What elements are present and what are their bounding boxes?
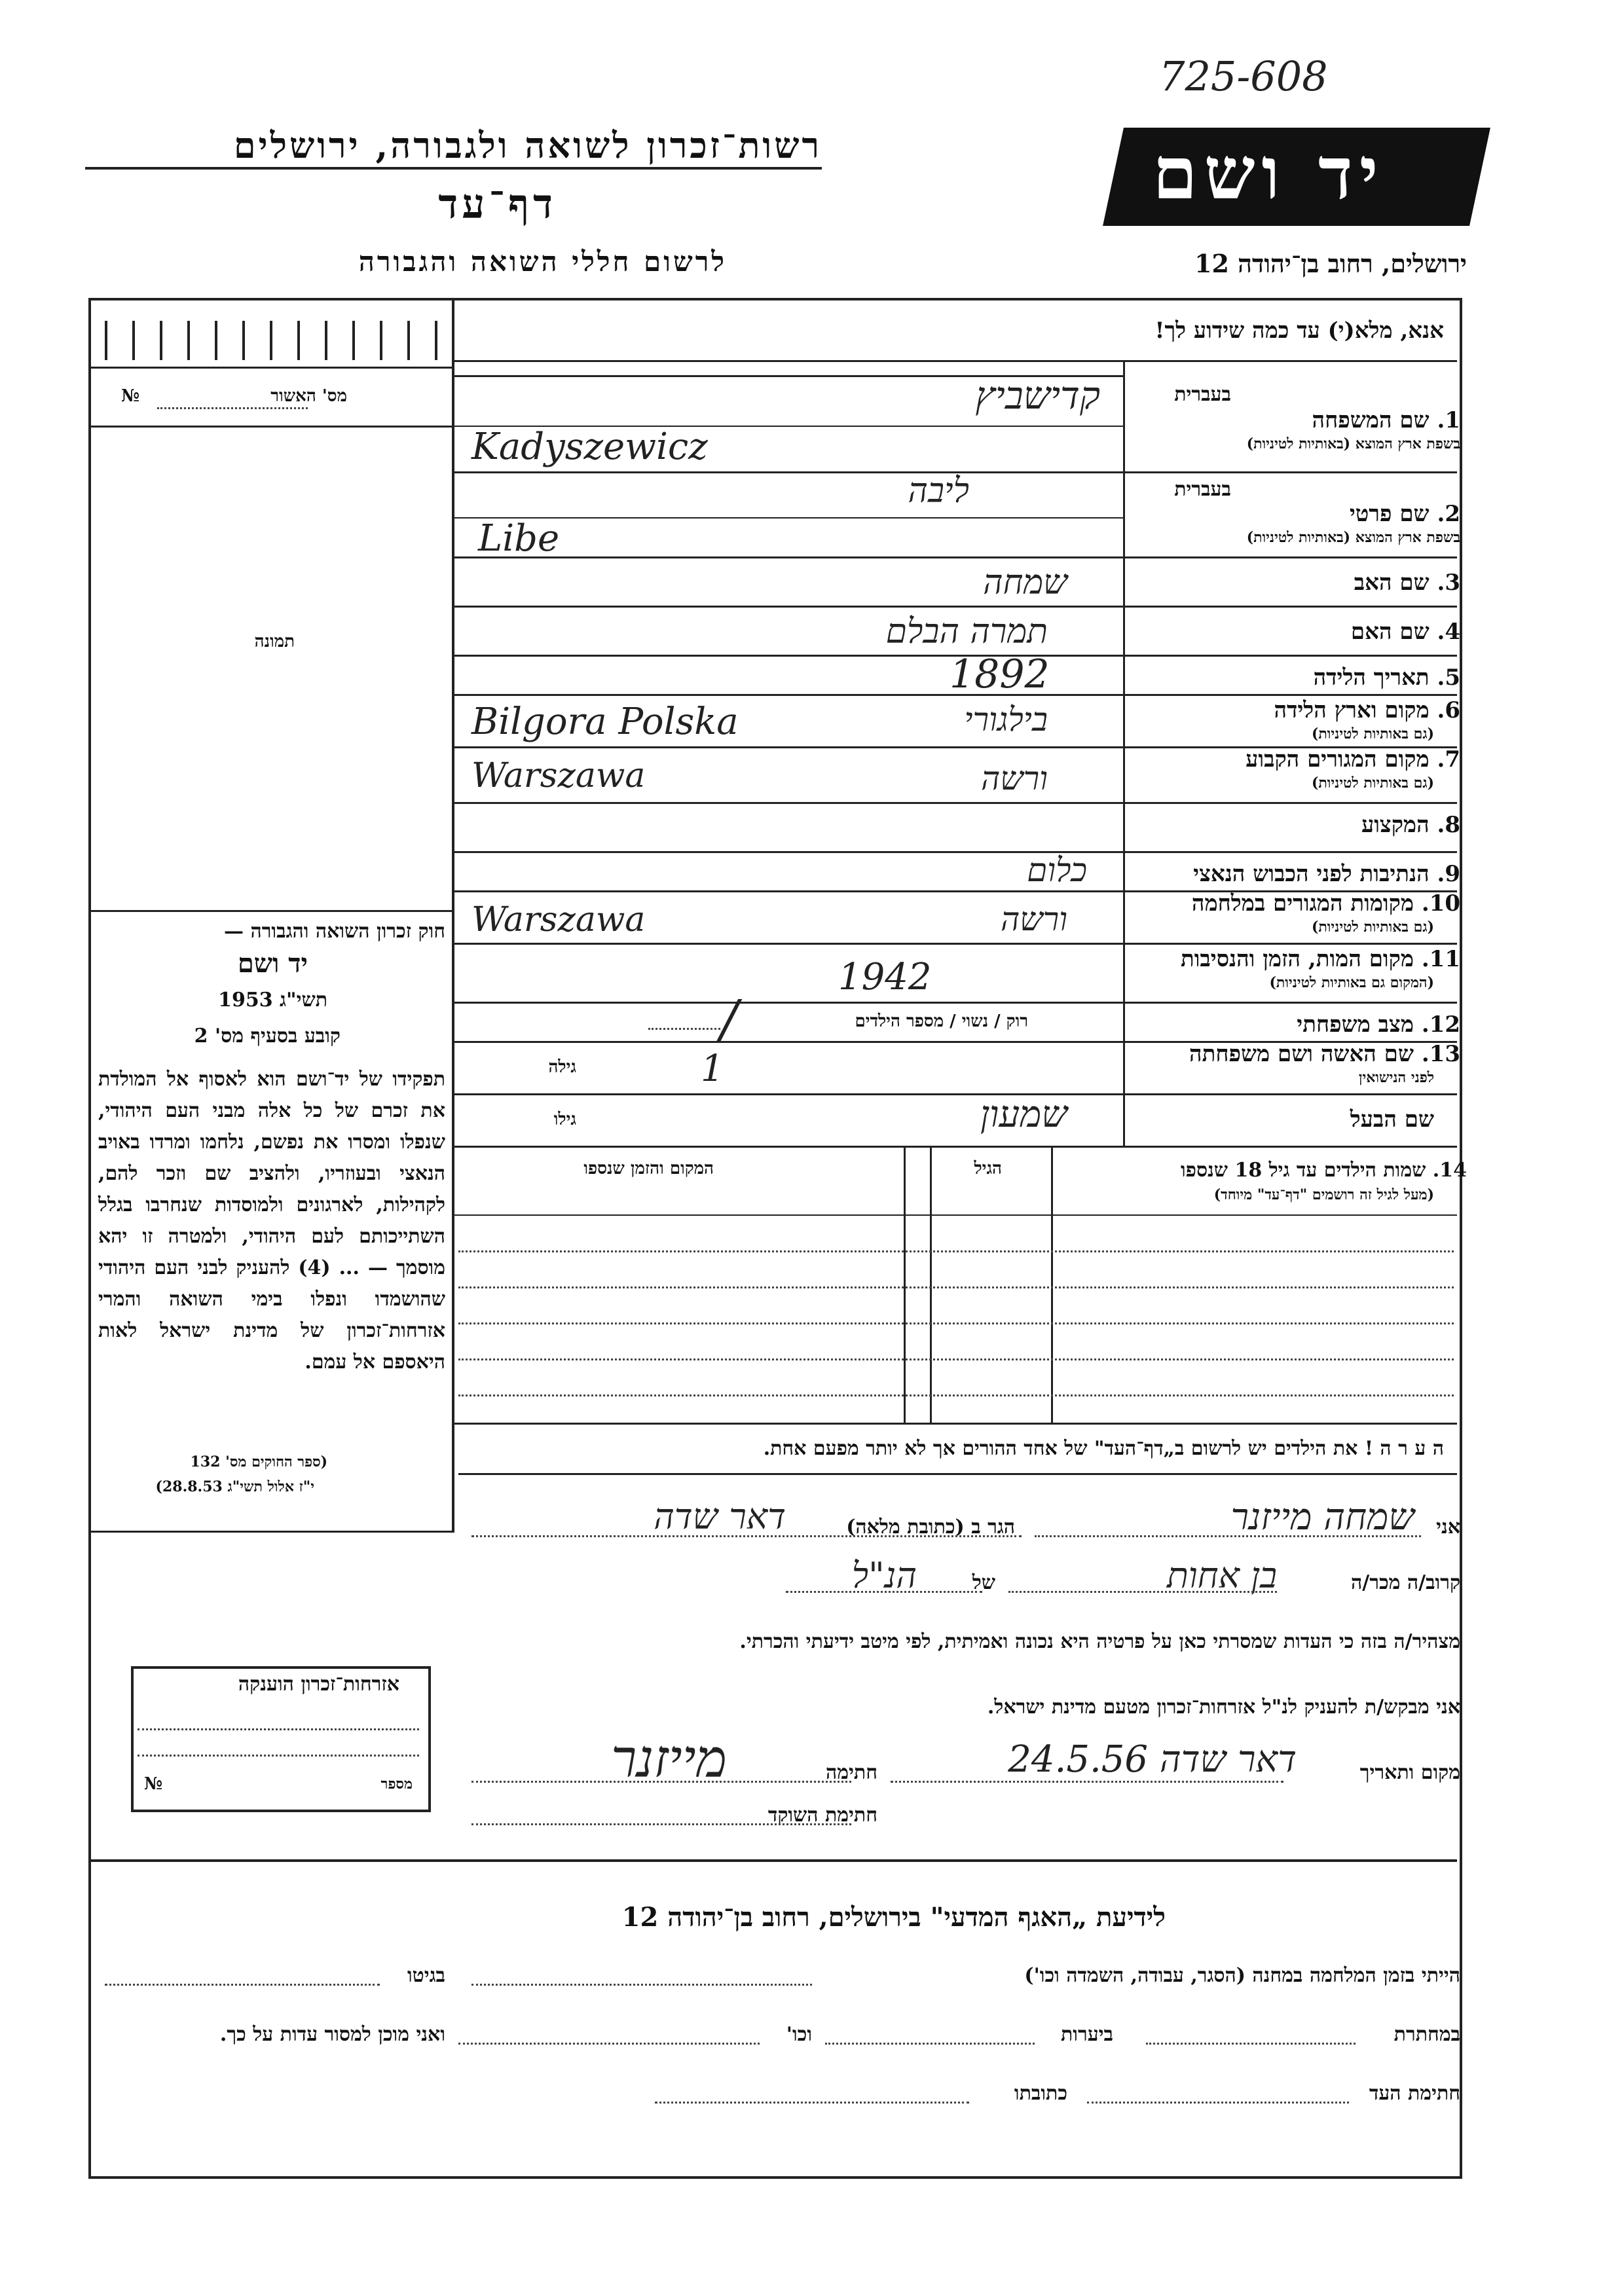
footer-line3-b: כתובתו [1014, 2082, 1067, 2105]
pre-war-work: כלום [1027, 851, 1087, 889]
birth-year: 1892 [950, 651, 1050, 697]
field-8-label: 8. המקצוע [1361, 812, 1460, 838]
form-subtitle: לרשום חללי השואה והגבורה [358, 246, 727, 278]
declarant-lives-label: הגר ב (כתובת מלאה) [846, 1516, 1015, 1539]
relative-value: בן אחות [1166, 1555, 1277, 1596]
footer-line2-c: וכו' [786, 2023, 812, 2046]
field-5-label: 5. תאריך הלידה [1313, 665, 1460, 691]
footer-line2-d: ואני מוכן למסור עדות על כך. [219, 2023, 445, 2046]
request-text: אני מבקש/ת להעניק לנ"ל אזרחות־זכרון מטעם מדינת ישראל. [987, 1696, 1460, 1719]
surname-latin: Kadyszewicz [471, 426, 708, 468]
field-10-label: 10. מקומות המגורים במלחמה [1191, 890, 1460, 917]
of-value: הנ"ל [851, 1555, 917, 1596]
remark-line: ה ע ר ה ! את הילדים יש לרשום ב„דף־העד" של אחד ההורים אך לא יותר מפעם אחת. [763, 1437, 1444, 1460]
field-3-label: 3. שם האב [1354, 570, 1460, 596]
field-1-label: 1. שם המשפחה [1312, 407, 1460, 433]
field-6-sub: (גם באותיות לטיניות) [1311, 725, 1434, 742]
husband-label: שם הבעל [1350, 1106, 1434, 1133]
logo-text: יד ושם [1153, 131, 1385, 215]
field-11-sub: (המקום גם באותיות לטיניות) [1269, 974, 1434, 991]
field-13-sub: לפני הנישואין [1358, 1069, 1434, 1086]
surname-hebrew: קדישביץ [975, 373, 1100, 418]
law-body: תפקידו של יד־ושם הוא לאסוף אל המולדת את זכרם של כל אלה מבני העם היהודי, שנפלו ומסרו את נפשם, נלחמו ומרדו באויב הנאצי ובעוזריו, ולהציב שם וזכר להם, לקהילות, לארגונים ולמוסדות שנחרבו בגלל השתייכותם לעם היהודי, ולמטרה זו יהא מוסמך — ... (4) להעניק לבני העם היהודי שהושמדו ונפלו בימי השואה והמרי אזרחות־זכרון של מדינת ישראל לאות היאספם אל עמם. [98, 1068, 445, 1374]
authority-line: רשות־זכרון לשואה ולגבורה, ירושלים [233, 124, 822, 166]
field-7-sub: (גם באותיות לטיניות) [1311, 774, 1434, 792]
husband-age: גילו [553, 1110, 576, 1129]
field-2-lang: בעברית [1174, 478, 1231, 501]
field-4-label: 4. שם האם [1350, 619, 1460, 645]
residence-hebrew: ורשה [980, 759, 1048, 797]
field-1-sub: בשפת ארץ המוצא (באותיות לטיניות) [1246, 435, 1460, 452]
field-1-lang: בעברית [1174, 383, 1231, 406]
citizenship-number-label: מספר [380, 1776, 413, 1793]
field-12-label: 12. מצב משפחתי [1297, 1011, 1460, 1038]
residence-latin: Warszawa [471, 756, 646, 795]
declarant-i-label: אני [1436, 1516, 1460, 1539]
form-title: דף־עד [438, 180, 557, 228]
place-date-label: מקום ותאריך [1359, 1761, 1460, 1784]
authority-underline [85, 167, 822, 170]
citizenship-number-mark: № [144, 1774, 163, 1794]
field-6-label: 6. מקום וארץ הלידה [1274, 697, 1460, 723]
signature-value: מייזנר [611, 1728, 727, 1789]
first-hebrew: ליבה [908, 471, 969, 511]
law-source-date: י"ז אלול תשי"ג 28.8.53) [155, 1478, 314, 1495]
citizenship-title: אזרחות־זכרון הוענקה [238, 1673, 399, 1696]
field-12-extra: רוק / נשוי / מספר הילדים [855, 1011, 1028, 1031]
footer-title: לידיעת „האגף המדעי" בירושלים, רחוב בן־יהודה 12 [621, 1902, 1166, 1933]
children-col-place: המקום והזמן שנספו [583, 1159, 714, 1178]
relative-label: קרוב/ה מכר/ה [1351, 1571, 1460, 1594]
field-13-age: גילה [548, 1057, 576, 1077]
status-mark: / [720, 989, 738, 1049]
declarant-address: דאר שדה [654, 1496, 786, 1537]
children-label: 14. שמות הילדים עד גיל 18 שנספו [1180, 1159, 1467, 1182]
declarant-name: שמחה מייזנר [1230, 1496, 1414, 1539]
left-column-divider [452, 301, 454, 1531]
field-2-sub: בשפת ארץ המוצא (באותיות לטיניות) [1246, 529, 1460, 546]
children-count: 1 [701, 1048, 724, 1090]
birth-place-hebrew: בילגורי [964, 701, 1048, 738]
footer-line2-b: ביערות [1060, 2023, 1113, 2046]
footer-line2-a: במחתרת [1393, 2023, 1460, 2046]
war-residence-latin: Warszawa [471, 900, 646, 939]
death-year: 1942 [838, 956, 932, 998]
approval-mark: № [121, 386, 140, 406]
tick-marks [105, 321, 445, 360]
of-label: של [972, 1571, 995, 1594]
approval-label: מס' האשור [270, 386, 347, 406]
field-13-label: 13. שם האשה ושם משפחתה [1189, 1041, 1460, 1067]
law-name: יד ושם [237, 948, 308, 979]
children-col-age: הגיל [974, 1159, 1002, 1178]
field-9-label: 9. הנתיבות לפני הכבוש הנאצי [1193, 861, 1460, 887]
mother-name: תמרה הבלם [885, 612, 1048, 651]
father-name: שמחה [983, 563, 1067, 602]
header-address: ירושלים, רחוב בן־יהודה 12 [1194, 249, 1467, 278]
request-line: אנא, מלא(י) עד כמה שידוע לך! [1154, 318, 1444, 344]
field-10-sub: (גם באותיות לטיניות) [1311, 919, 1434, 936]
husband-name: שמעון [980, 1093, 1067, 1136]
law-title: חוק זכרון השואה והגבורה — [224, 920, 445, 943]
declaration-text: מצהיר/ה בזה כי העדות שמסרתי כאן על פרטיה היא נכונה ואמיתית, לפי מיטב ידיעתי והכרתי. [739, 1630, 1460, 1653]
footer-line1-a: הייתי בזמן המלחמה במחנה (הסגר, עבודה, השמדה וכו') [1024, 1964, 1460, 1987]
first-latin: Libe [478, 517, 560, 560]
birth-place-latin: Bilgora Polska [471, 701, 739, 743]
war-residence-hebrew: ורשה [1000, 900, 1067, 938]
law-clause: קובע בסעיף מס' 2 [194, 1025, 341, 1048]
footer-line3-a: חתימת העד [1369, 2082, 1460, 2105]
law-source: (ספר החוקים מס' 132 [190, 1453, 327, 1470]
field-11-label: 11. מקום המות, הזמן והנסיבות [1180, 946, 1460, 972]
file-number: 725-608 [1159, 52, 1328, 100]
signature-label: חתימה [826, 1761, 877, 1784]
footer-line1-b: בגיטו [407, 1964, 445, 1987]
children-note: (מעל לגיל זה רושמים "דף־עד" מיוחד) [1213, 1186, 1434, 1203]
photo-label: תמונה [254, 632, 295, 651]
field-7-label: 7. מקום המגורים הקבוע [1246, 746, 1460, 773]
place-date-value: דאר שדה 24.5.56 [1008, 1738, 1297, 1781]
clerk-label: חתימת השוקד [767, 1804, 877, 1827]
law-year: תשי"ג 1953 [218, 989, 327, 1011]
field-2-label: 2. שם פרטי [1349, 501, 1460, 527]
